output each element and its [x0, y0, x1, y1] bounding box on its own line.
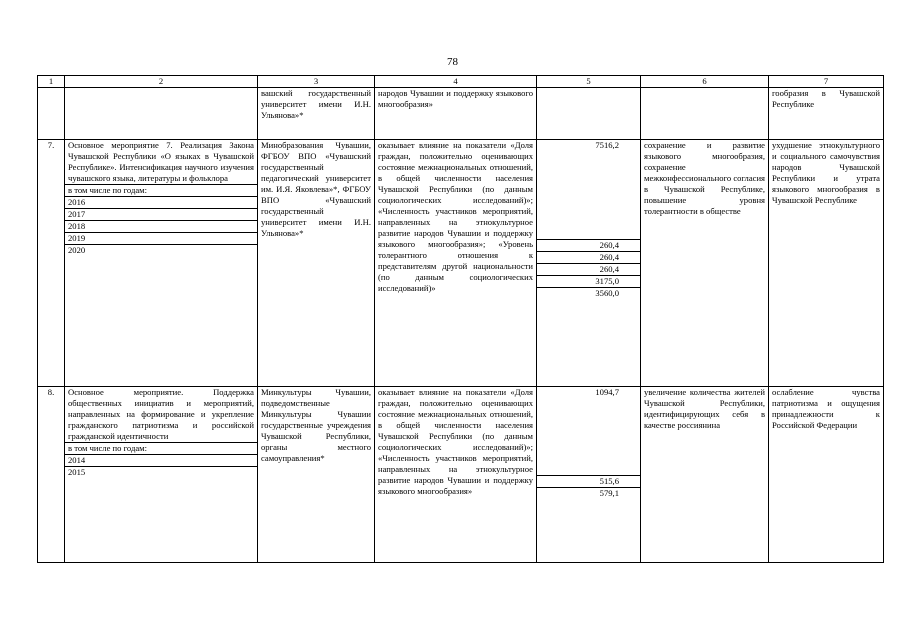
header-cell: 7 — [769, 76, 884, 88]
risk-cell: ослабление чувства патриотизма и ощущения принадлежности к Российской Федерации — [769, 387, 884, 563]
activity-title: Основное мероприятие 7. Реализация Закона Чувашской Республики «О языках в Чувашской Республике». Интенсификация научного изучения чувашского языка, литературы и фольклора — [68, 140, 254, 183]
program-table — [37, 75, 884, 563]
row-number: 8. — [38, 387, 65, 563]
header-cell: 4 — [375, 76, 537, 88]
year-label: 2020 — [65, 244, 257, 256]
activity-cell — [65, 140, 258, 387]
table-row — [38, 387, 884, 563]
amount-cell — [537, 140, 641, 387]
executors-cell: вашский государственный университет имени И.Н. Ульянова»* — [258, 88, 375, 140]
years-subtitle: в том числе по годам: — [65, 184, 257, 196]
header-row — [38, 76, 884, 88]
table-row — [38, 140, 884, 387]
year-label: 2015 — [65, 466, 257, 478]
year-label: 2014 — [65, 454, 257, 466]
years-subtitle: в том числе по годам: — [65, 442, 257, 454]
executors-cell: Минкультуры Чувашии, подведомственные Минкультуры Чувашии государственные учреждения Чувашской Республики, органы местного самоуправления* — [258, 387, 375, 563]
amount-value: 260,4 — [537, 264, 640, 276]
result-cell: увеличение количества жителей Чувашской Республики, идентифицирующих себя в качестве россиянина — [641, 387, 769, 563]
risk-cell: ухудшение этнокультурного и социального самочувствия народов Чувашской Республики и утрата языкового многообразия в Чувашской Республике — [769, 140, 884, 387]
amount-value: 3560,0 — [595, 288, 619, 298]
page-number: 78 — [447, 56, 458, 68]
amount-value: 3175,0 — [537, 276, 640, 288]
header-cell: 5 — [537, 76, 641, 88]
amount-cell — [537, 387, 641, 563]
year-label: 2019 — [65, 232, 257, 244]
amount-value: 515,6 — [537, 476, 640, 488]
total-amount: 7516,2 — [595, 140, 619, 150]
activity-title: Основное мероприятие. Поддержка общественных инициатив и мероприятий, направленных на формирование и укрепление гражданского патриотизма и российской гражданской идентичности — [68, 387, 254, 441]
continuation-row — [38, 88, 884, 140]
year-label: 2017 — [65, 208, 257, 220]
influence-cell: оказывает влияние на показатели «Доля граждан, положительно оценивающих состояние межнациональных отношений, в общей численности населения Чувашской Республики (по данным социологических исследований)»; «Численность участников мероприятий, направленных на этнокультурное развитие народов Чувашии и поддержку языкового многообразия» — [375, 387, 537, 563]
header-cell: 6 — [641, 76, 769, 88]
executors-cell: Минобразования Чувашии, ФГБОУ ВПО «Чувашский государственный педагогический университет им. И.Я. Яковлева»*, ФГБОУ ВПО «Чувашский государственный университет имени И.Н. Ульянова»* — [258, 140, 375, 387]
amount-value: 260,4 — [537, 240, 640, 252]
header-cell: 3 — [258, 76, 375, 88]
year-label: 2018 — [65, 220, 257, 232]
result-cell: сохранение и развитие языкового многообразия, сохранение межконфессионального согласия в Чувашской Республике, повышение уровня толерантности в обществе — [641, 140, 769, 387]
header-cell: 2 — [65, 76, 258, 88]
total-amount: 1094,7 — [595, 387, 619, 397]
year-label: 2016 — [65, 196, 257, 208]
influence-cell: народов Чувашии и поддержку языкового многообразия» — [375, 88, 537, 140]
risk-cell: гообразия в Чувашской Республике — [769, 88, 884, 140]
influence-cell: оказывает влияние на показатели «Доля граждан, положительно оценивающих состояние межнациональных отношений, в общей численности населения Чувашской Республики (по данным социологических исследований)»; «Численность участников мероприятий, направленных на этнокультурное развитие народов Чувашии и поддержку языкового многообразия»; «Уровень толерантного отношения к представителям другой национальности (по данным социологических исследований)» — [375, 140, 537, 387]
amount-value: 260,4 — [537, 252, 640, 264]
header-cell: 1 — [38, 76, 65, 88]
row-number: 7. — [38, 140, 65, 387]
activity-cell — [65, 387, 258, 563]
amount-value: 579,1 — [599, 488, 619, 498]
